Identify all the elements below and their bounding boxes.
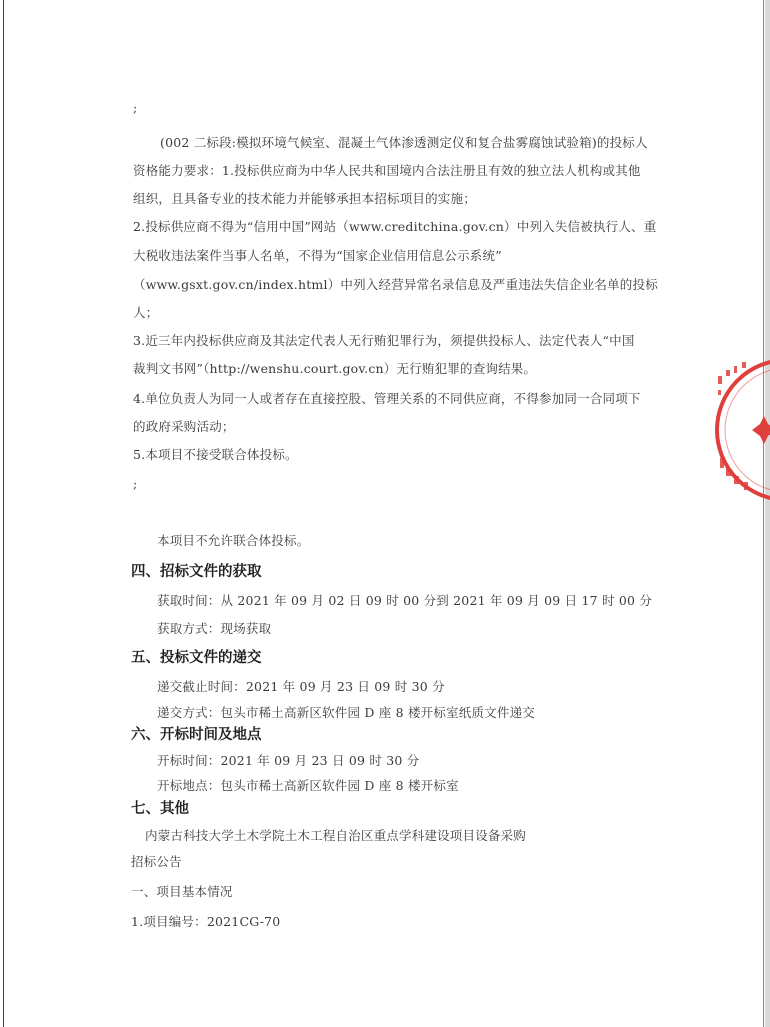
page-right-border bbox=[763, 0, 764, 1027]
text-line: 3.近三年内投标供应商及其法定代表人无行贿犯罪行为，须提供投标人、法定代表人“中国 bbox=[133, 333, 635, 348]
text-line: ; bbox=[133, 476, 138, 491]
opening-place: 开标地点：包头市稀土高新区软件园 D 座 8 楼开标室 bbox=[157, 778, 459, 793]
text-line: 资格能力要求：1.投标供应商为中华人民共和国境内合法注册且有效的独立法人机构或其他 bbox=[133, 163, 641, 178]
opening-time: 开标时间：2021 年 09 月 23 日 09 时 30 分 bbox=[157, 753, 420, 768]
acquire-method: 获取方式：现场获取 bbox=[157, 621, 272, 636]
text-line: (002 二标段:模拟环境气候室、混凝土气体渗透测定仪和复合盐雾腐蚀试验箱)的投标人 bbox=[160, 135, 648, 150]
text-line: 的政府采购活动； bbox=[133, 419, 235, 434]
text-line: 人； bbox=[133, 305, 159, 320]
text-line: 2.投标供应商不得为“信用中国”网站（www.creditchina.gov.cn）中列入失信被执行人、重 bbox=[133, 219, 657, 234]
notice-title: 招标公告 bbox=[131, 854, 182, 869]
page-right-shadow bbox=[765, 0, 770, 1027]
text-line: （www.gsxt.gov.cn/index.html）中列入经营异常名录信息及严重违法失信企业名单的投标 bbox=[133, 277, 658, 292]
basic-info-heading: 一、项目基本情况 bbox=[131, 884, 233, 899]
text-line: 组织，且具备专业的技术能力并能够承担本招标项目的实施； bbox=[133, 191, 476, 206]
project-number: 1.项目编号：2021CG-70 bbox=[131, 914, 281, 929]
section-heading-6: 六、开标时间及地点 bbox=[131, 727, 262, 743]
section-heading-7: 七、其他 bbox=[131, 801, 189, 817]
text-line: 5.本项目不接受联合体投标。 bbox=[133, 447, 298, 462]
submit-deadline: 递交截止时间：2021 年 09 月 23 日 09 时 30 分 bbox=[157, 679, 445, 694]
page-left-border bbox=[3, 0, 4, 1027]
seal-star bbox=[752, 416, 770, 444]
text-line: 大税收违法案件当事人名单，不得为“国家企业信用信息公示系统” bbox=[133, 248, 502, 263]
company-seal bbox=[712, 350, 770, 510]
seal-lettering bbox=[718, 362, 748, 490]
submit-method: 递交方式：包头市稀土高新区软件园 D 座 8 楼开标室纸质文件递交 bbox=[157, 705, 535, 720]
text-line: 4.单位负责人为同一人或者存在直接控股、管理关系的不同供应商，不得参加同一合同项下 bbox=[133, 391, 641, 406]
project-title: 内蒙古科技大学土木学院土木工程自治区重点学科建设项目设备采购 bbox=[145, 828, 527, 843]
consortium-note: 本项目不允许联合体投标。 bbox=[157, 533, 310, 548]
acquire-time: 获取时间：从 2021 年 09 月 02 日 09 时 00 分到 2021 年 09 月 09 日 17 时 00 分 bbox=[157, 593, 653, 608]
text-line: 裁判文书网”（http://wenshu.court.gov.cn）无行贿犯罪的查询结果。 bbox=[133, 361, 537, 376]
section-heading-4: 四、招标文件的获取 bbox=[131, 564, 262, 580]
text-line: ; bbox=[133, 100, 138, 115]
section-heading-5: 五、投标文件的递交 bbox=[131, 650, 262, 666]
